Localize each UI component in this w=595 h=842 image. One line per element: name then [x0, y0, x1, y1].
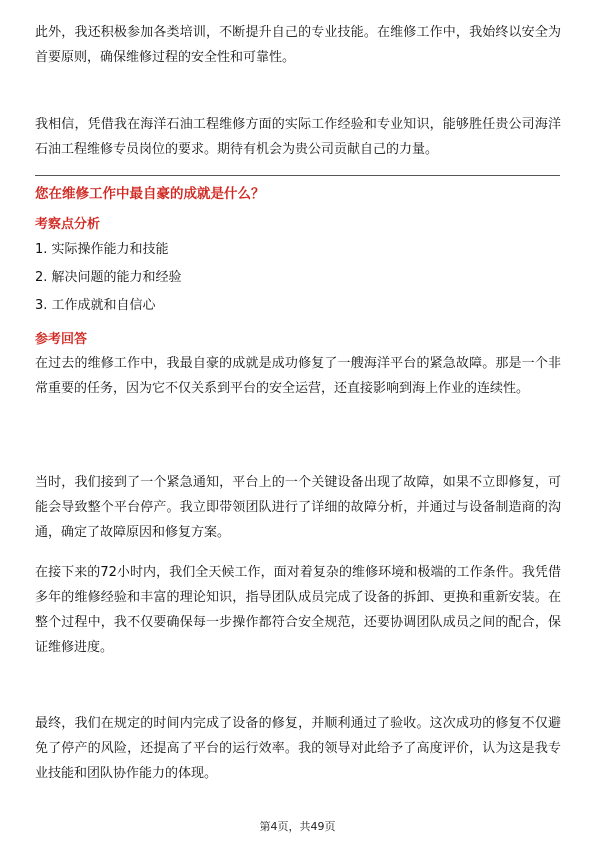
page-number: 第4页，共49页	[259, 820, 336, 833]
intro-paragraph-2: 我相信，凭借我在海洋石油工程维修方面的实际工作经验和专业知识，能够胜任贵公司海洋石油工程维修专员岗位的要求。期待有机会为贵公司贡献自己的力量。	[35, 117, 561, 157]
answer-paragraph-1: 在过去的维修工作中，我最自豪的成就是成功修复了一艘海洋平台的紧急故障。那是一个非常重要的任务，因为它不仅关系到平台的安全运营，还直接影响到海上作业的连续性。	[35, 356, 561, 396]
answer-paragraph-3: 在接下来的72小时内，我们全天候工作，面对着复杂的维修环境和极端的工作条件。我凭借多年的维修经验和丰富的理论知识，指导团队成员完成了设备的拆卸、更换和重新安装。在整个过程中，我不仅要确保每一步操作都符合安全规范，还要协调团队成员之间的配合，保证维修进度。	[35, 565, 561, 655]
analysis-point-2: 2. 解决问题的能力和经验	[35, 270, 182, 285]
analysis-point-1: 1. 实际操作能力和技能	[35, 242, 169, 257]
section-divider	[35, 175, 560, 176]
question-title: 您在维修工作中最自豪的成就是什么？	[35, 186, 265, 202]
intro-paragraph-1: 此外，我还积极参加各类培训，不断提升自己的专业技能。在维修工作中，我始终以安全为首要原则，确保维修过程的安全性和可靠性。	[35, 25, 561, 65]
answer-paragraph-2: 当时，我们接到了一个紧急通知，平台上的一个关键设备出现了故障，如果不立即修复，可能会导致整个平台停产。我立即带领团队进行了详细的故障分析，并通过与设备制造商的沟通，确定了故障原因和修复方案。	[35, 475, 561, 540]
analysis-point-3: 3. 工作成就和自信心	[35, 298, 156, 313]
analysis-heading: 考察点分析	[35, 217, 101, 232]
answer-paragraph-4: 最终，我们在规定的时间内完成了设备的修复，并顺利通过了验收。这次成功的修复不仅避免了停产的风险，还提高了平台的运行效率。我的领导对此给予了高度评价，认为这是我专业技能和团队协作能力的体现。	[35, 716, 561, 781]
answer-heading: 参考回答	[35, 332, 88, 347]
